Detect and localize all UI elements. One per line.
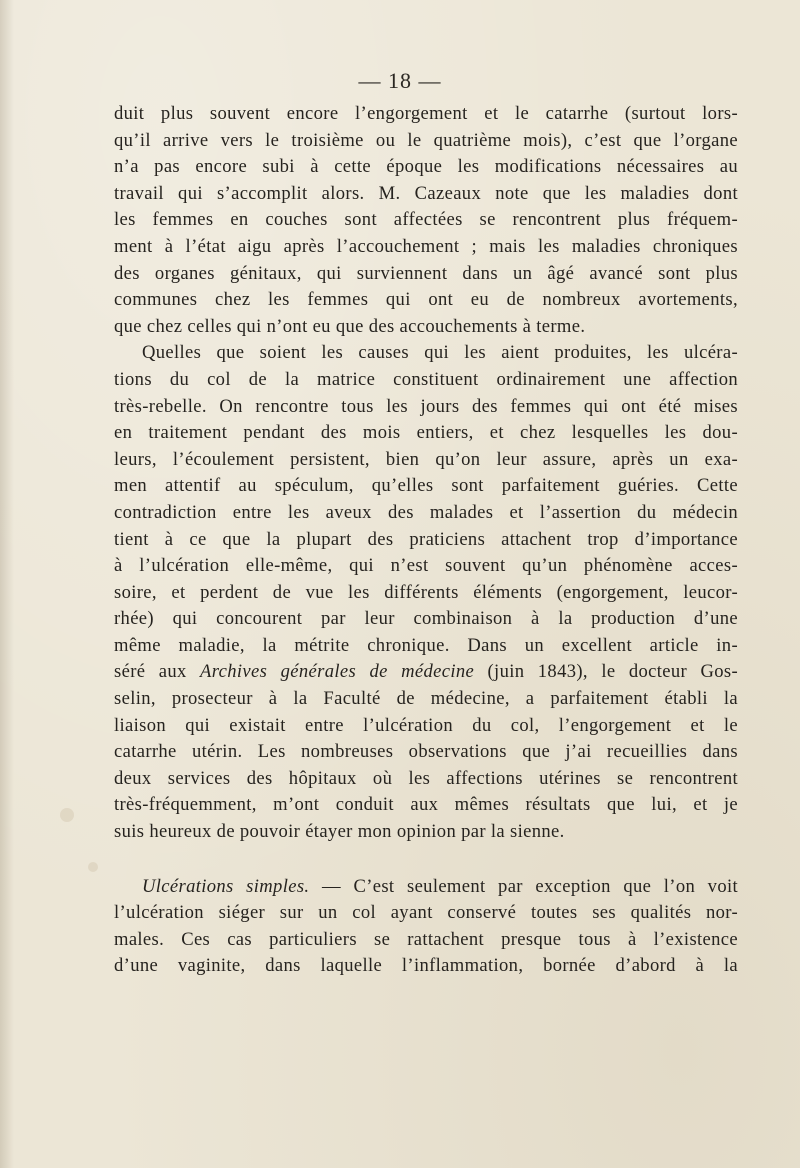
text-line: que chez celles qui n’ont eu que des accouchements à terme.	[114, 315, 586, 337]
text-line: duit plus souvent encore l’engorgement et le catarrhe (surtout lors-	[114, 103, 738, 124]
paper-stain	[88, 862, 98, 872]
text-line: à l’ulcération elle-même, qui n’est souvent qu’un phénomène acces-	[114, 555, 738, 577]
text-line: tient à ce que la plupart des praticiens attachent trop d’importance	[114, 528, 738, 550]
text-line: très-fréquemment, m’ont conduit aux mêmes résultats que lui, et je	[114, 794, 738, 816]
text-line: très-rebelle. On rencontre tous les jours des femmes qui ont été mises	[114, 395, 738, 417]
paragraph-2	[114, 340, 738, 845]
text-line: contradiction entre les aveux des malades et l’assertion du médecin	[114, 501, 738, 523]
text-line: males. Ces cas particuliers se rattachent presque tous à l’existence	[114, 928, 738, 950]
section-heading-line	[114, 874, 738, 901]
text-line: travail qui s’accomplit alors. M. Cazeaux note que les maladies dont	[114, 182, 738, 204]
text-line: en traitement pendant des mois entiers, et chez lesquelles les dou-	[114, 422, 738, 444]
paragraph-3	[114, 874, 738, 980]
text-line: des organes génitaux, qui surviennent dans un âgé avancé sont plus	[114, 262, 738, 284]
text-line-with-citation	[114, 659, 738, 686]
text-line: ment à l’état aigu après l’accouchement ; mais les maladies chroniques	[114, 235, 738, 257]
page-number: — 18 —	[358, 68, 442, 93]
section-heading: Ulcérations simples.	[142, 875, 310, 897]
text-line: d’une vaginite, dans laquelle l’inflammation, bornée d’abord à la	[114, 955, 738, 977]
text-line: n’a pas encore subi à cette époque les modifications nécessaires au	[114, 156, 738, 178]
text-line: men attentif au spéculum, qu’elles sont parfaitement guéries. Cette	[114, 475, 738, 497]
text-run: — C’est seulement par exception que l’on voit	[309, 875, 738, 897]
text-line: rhée) qui concourent par leur combinaison à la production d’une	[114, 608, 738, 630]
section-gap	[114, 846, 738, 874]
journal-title: Archives générales de médecine	[200, 661, 475, 683]
text-line: tions du col de la matrice constituent ordinairement une affection	[114, 368, 738, 390]
text-line: même maladie, la métrite chronique. Dans un excellent article in-	[114, 634, 738, 656]
text-line: catarrhe utérin. Les nombreuses observations que j’ai recueillies dans	[114, 741, 738, 763]
body-text	[114, 101, 738, 980]
text-line: l’ulcération siéger sur un col ayant conservé toutes ses qualités nor-	[114, 902, 738, 924]
text-line: liaison qui existait entre l’ulcération du col, l’engorgement et le	[114, 714, 738, 736]
text-line: deux services des hôpitaux où les affections utérines se rencontrent	[114, 767, 738, 789]
text-run: (juin 1843), le docteur Gos-	[474, 661, 738, 683]
page-spine-shadow	[0, 0, 14, 1168]
text-line: Quelles que soient les causes qui les aient produites, les ulcéra-	[142, 342, 738, 364]
paper-stain	[60, 808, 74, 822]
text-run: séré aux	[114, 661, 201, 683]
text-line: les femmes en couches sont affectées se rencontrent plus fréquem-	[114, 209, 738, 231]
text-line: leurs, l’écoulement persistent, bien qu’on leur assure, après un exa-	[114, 448, 738, 470]
text-line: selin, prosecteur à la Faculté de médecine, a parfaitement établi la	[114, 688, 738, 710]
text-line: qu’il arrive vers le troisième ou le quatrième mois), c’est que l’organe	[114, 129, 738, 151]
text-line: soire, et perdent de vue les différents éléments (engorgement, leucor-	[114, 581, 738, 603]
paragraph-1	[114, 101, 738, 340]
text-line: communes chez les femmes qui ont eu de nombreux avortements,	[114, 289, 738, 311]
text-line: suis heureux de pouvoir étayer mon opinion par la sienne.	[114, 821, 565, 843]
